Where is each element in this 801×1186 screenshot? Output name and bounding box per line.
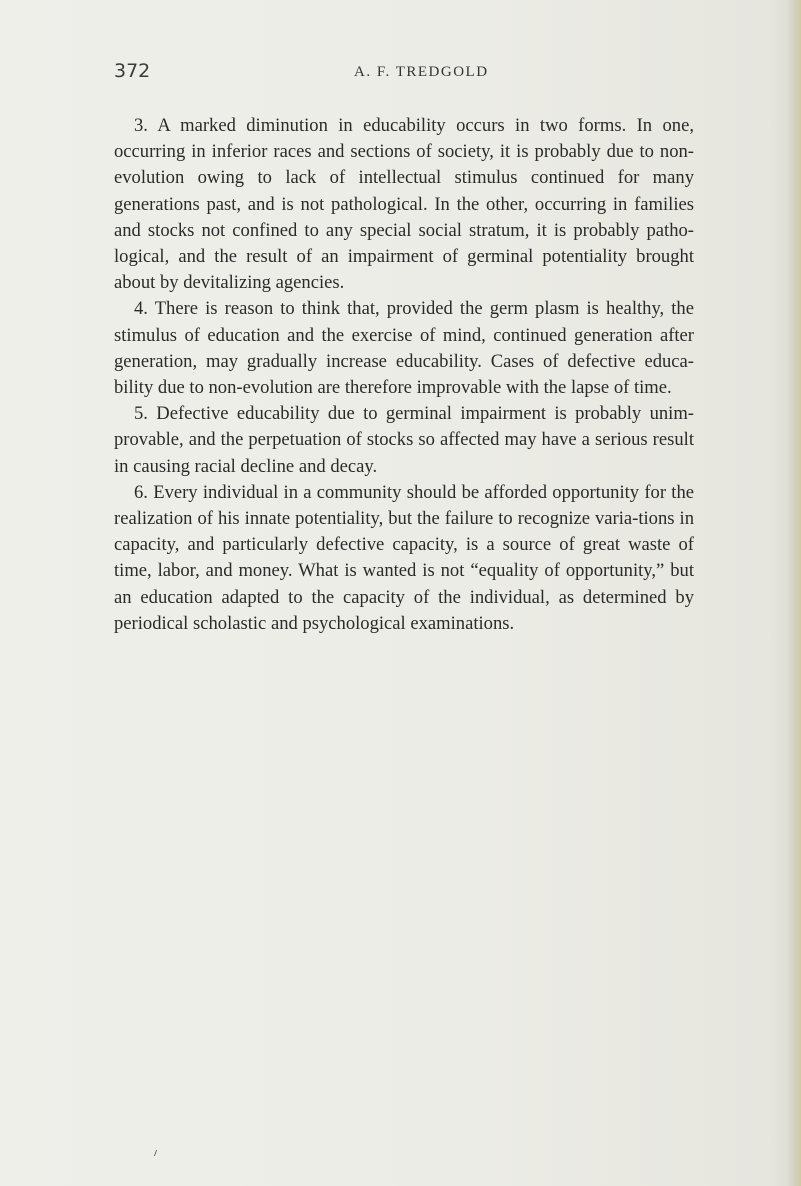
page-number: 372: [114, 60, 151, 82]
running-head-author: A. F. TREDGOLD: [354, 64, 489, 80]
paragraph-5: 5. Defective educability due to germinal impairment is probably unim-provable, and the perpetuation of stocks so affected may have a serious result in causing racial decline and decay.: [114, 403, 694, 477]
body-text: [114, 113, 694, 637]
ink-speck: [154, 1150, 161, 1156]
page-edge-shadow: [787, 0, 801, 1186]
paragraph-4: 4. There is reason to think that, provided the germ plasm is healthy, the stimulus of education and the exercise of mind, continued generation after generation, may gradually increase educability. Cases of defective educa-bility due to non-evolution are therefore improvable with the lapse of time.: [114, 298, 694, 399]
paragraph-3: 3. A marked diminution in educability occurs in two forms. In one, occurring in inferior races and sections of society, it is probably due to non-evolution owing to lack of intellectual stimulus continued for many generations past, and is not pathological. In the other, occurring in families and stocks not confined to any special social stratum, it is probably patho-logical, and the result of an impairment of germinal potentiality brought about by devitalizing agencies.: [114, 115, 694, 294]
paragraph-6: 6. Every individual in a community should be afforded opportunity for the realization of his innate potentiality, but the failure to recognize varia-tions in capacity, and particularly defective capacity, is a source of great waste of time, labor, and money. What is wanted is not “equality of opportunity,” but an education adapted to the capacity of the individual, as determined by periodical scholastic and psychological examinations.: [114, 481, 694, 634]
running-head: [114, 60, 694, 90]
